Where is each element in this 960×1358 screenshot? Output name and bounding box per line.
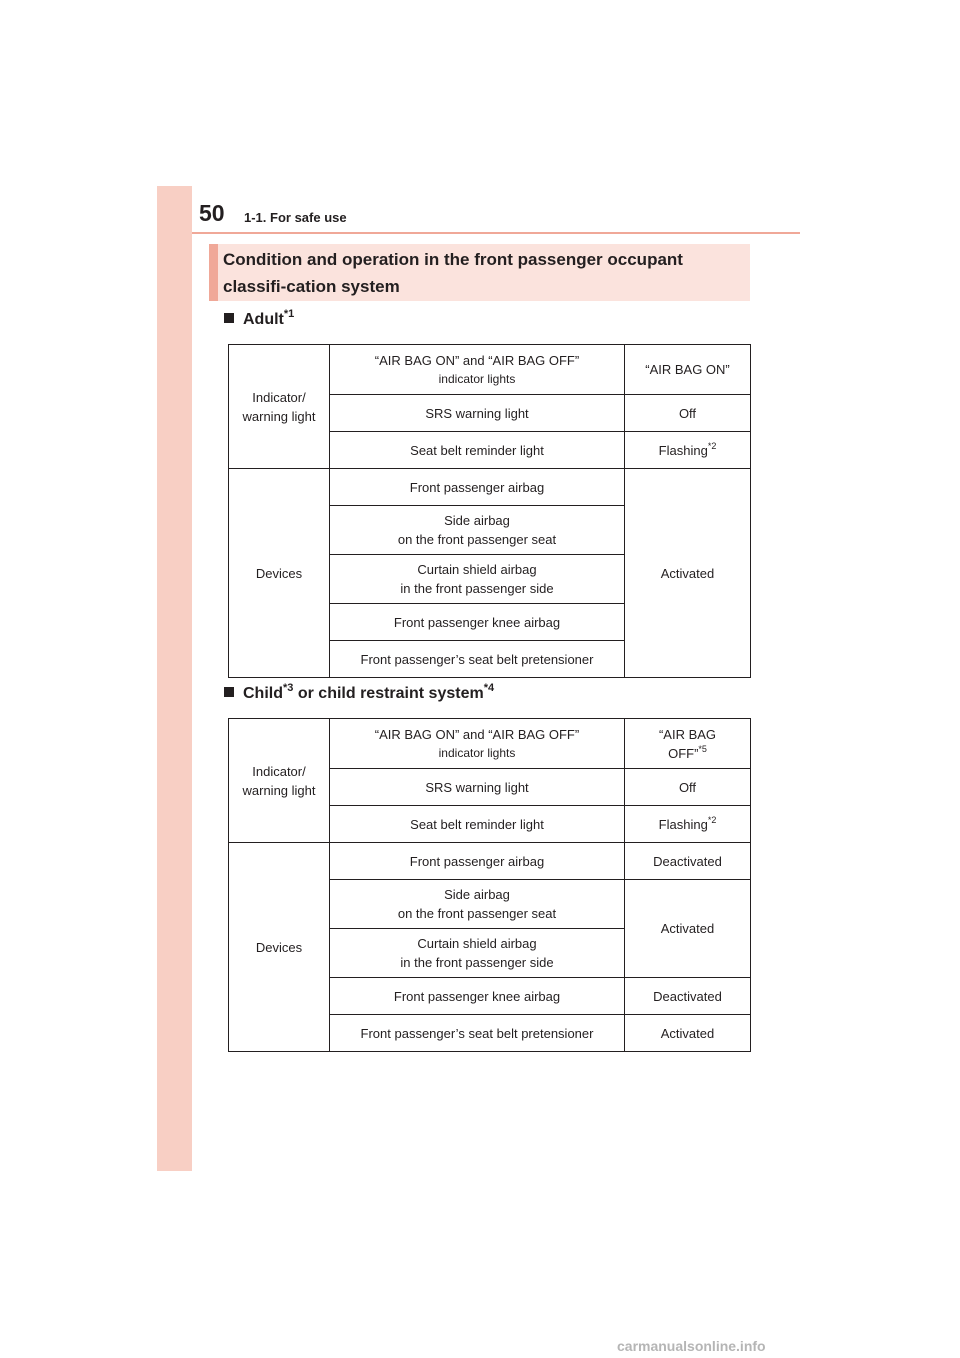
footnote-ref: *2: [707, 814, 717, 825]
row-value-srs: Off: [625, 769, 751, 806]
footnote-ref: *2: [707, 440, 717, 451]
devices-value: Activated: [625, 469, 751, 678]
row-label-curtain-airbag: Curtain shield airbag in the front passenger side: [330, 555, 625, 604]
row-value-pretensioner: Activated: [625, 1015, 751, 1052]
row-label-seatbelt: Seat belt reminder light: [330, 806, 625, 843]
row-label-pretensioner: Front passenger’s seat belt pretensioner: [330, 1015, 625, 1052]
row-label-pretensioner: Front passenger’s seat belt pretensioner: [330, 641, 625, 678]
header-rule: [192, 232, 800, 234]
row-label-side-airbag: Side airbag on the front passenger seat: [330, 506, 625, 555]
child-heading-text-2: or child restraint system: [293, 685, 484, 702]
row-label-knee-airbag: Front passenger knee airbag: [330, 978, 625, 1015]
footnote-ref: *5: [698, 743, 707, 754]
group-label-devices: Devices: [229, 843, 330, 1052]
row-label-srs: SRS warning light: [330, 395, 625, 432]
row-label-knee-airbag: Front passenger knee airbag: [330, 604, 625, 641]
row-label-srs: SRS warning light: [330, 769, 625, 806]
square-bullet-icon: [224, 687, 234, 697]
group-label-devices: Devices: [229, 469, 330, 678]
section-title: Condition and operation in the front passenger occupant classifi-cation system: [223, 250, 683, 296]
row-value-srs: Off: [625, 395, 751, 432]
adult-table: [228, 344, 751, 678]
row-value-seatbelt: Flashing$^{*2}$: [625, 806, 751, 843]
row-value-seatbelt: Flashing$^{*2}$: [625, 432, 751, 469]
page-number: 50: [199, 200, 225, 226]
row-label-airbag-lights: “AIR BAG ON” and “AIR BAG OFF” indicator lights: [330, 719, 625, 769]
row-value-front-airbag: Deactivated: [625, 843, 751, 880]
footnote-ref: *1: [283, 308, 295, 320]
row-value-airbag-lights: “AIR BAG OFF”$^{*5}$: [625, 719, 751, 769]
adult-heading-text: Adult: [243, 311, 284, 328]
table-row: [229, 719, 751, 769]
row-label-curtain-airbag: Curtain shield airbag in the front passenger side: [330, 929, 625, 978]
footnote-ref: *3: [283, 682, 294, 694]
row-value-side-curtain: Activated: [625, 880, 751, 978]
child-table: [228, 718, 751, 1052]
group-label-indicator: Indicator/ warning light: [229, 719, 330, 843]
section-accent-bar: [209, 244, 218, 301]
square-bullet-icon: [224, 313, 234, 323]
table-row: [229, 345, 751, 395]
row-label-seatbelt: Seat belt reminder light: [330, 432, 625, 469]
table-row: [229, 843, 751, 880]
side-band: [157, 186, 192, 1171]
table-row: [229, 469, 751, 506]
footnote-ref: *4: [483, 682, 495, 694]
row-label-front-airbag: Front passenger airbag: [330, 843, 625, 880]
row-label-front-airbag: Front passenger airbag: [330, 469, 625, 506]
child-heading-text: Child: [243, 685, 283, 702]
child-heading: [224, 684, 494, 704]
header-section-title: 1-1. For safe use: [244, 210, 347, 225]
row-label-side-airbag: Side airbag on the front passenger seat: [330, 880, 625, 929]
group-label-indicator: Indicator/ warning light: [229, 345, 330, 469]
watermark: carmanualsonline.info: [617, 1338, 766, 1354]
row-value-airbag-lights: “AIR BAG ON”: [625, 345, 751, 395]
adult-heading: [224, 310, 294, 330]
row-label-airbag-lights: “AIR BAG ON” and “AIR BAG OFF” indicator lights: [330, 345, 625, 395]
section-title-box: [209, 244, 750, 301]
row-value-knee-airbag: Deactivated: [625, 978, 751, 1015]
